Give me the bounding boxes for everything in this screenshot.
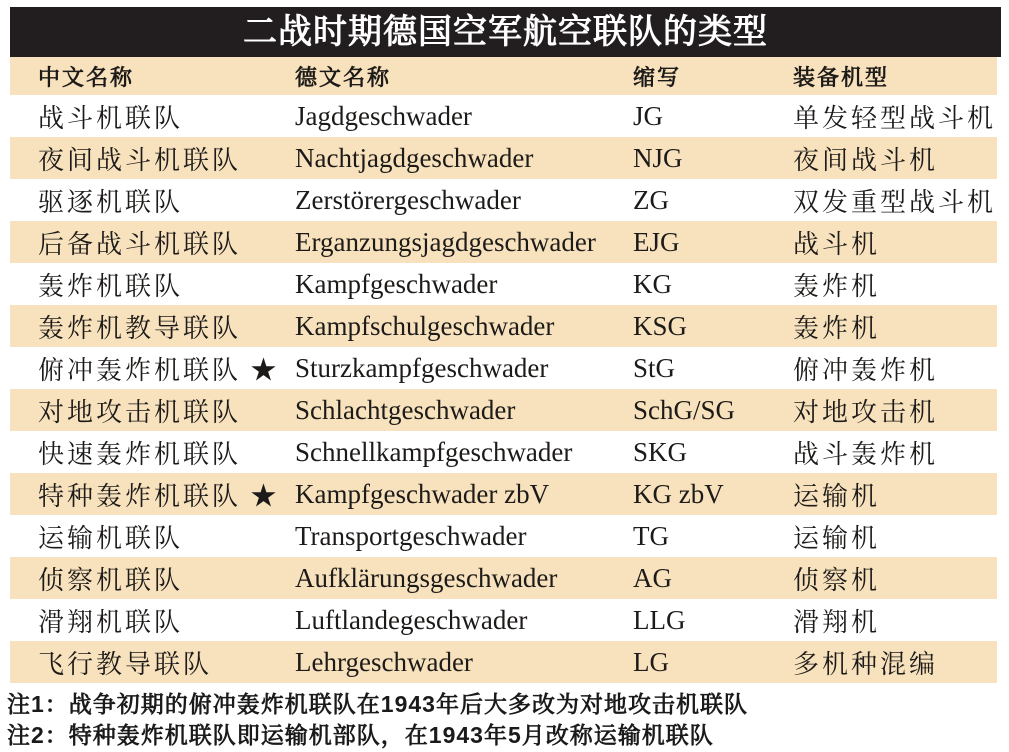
- cell-equipment: 侦察机: [793, 565, 881, 595]
- cell-equipment: 战斗机: [793, 229, 881, 259]
- column-header-chinese-name: 中文名称: [38, 64, 135, 90]
- table-row: [10, 515, 997, 557]
- cell-equipment: 单发轻型战斗机: [793, 103, 997, 133]
- cell-abbreviation: LLG: [633, 604, 686, 635]
- cell-german-name: Schlachtgeschwader: [295, 394, 516, 425]
- cell-german-name: Lehrgeschwader: [295, 646, 473, 677]
- cell-chinese-name: 滑翔机联队: [38, 607, 184, 637]
- footnote-2: 注2：特种轰炸机联队即运输机部队，在1943年5月改称运输机联队: [7, 722, 714, 748]
- table-row: [10, 305, 997, 347]
- cell-abbreviation: KG zbV: [633, 478, 724, 509]
- cell-abbreviation: SchG/SG: [633, 394, 736, 425]
- cell-german-name: Zerstörergeschwader: [295, 184, 521, 215]
- cell-abbreviation: StG: [633, 352, 676, 383]
- cell-equipment: 滑翔机: [793, 607, 881, 637]
- cell-abbreviation: KG: [633, 268, 672, 299]
- footnotes: [7, 683, 1009, 751]
- cell-abbreviation: NJG: [633, 142, 683, 173]
- cell-equipment: 多机种混编: [793, 649, 939, 679]
- cell-abbreviation: LG: [633, 646, 669, 677]
- cell-german-name: Nachtjagdgeschwader: [295, 142, 534, 173]
- cell-chinese-name: 夜间战斗机联队: [38, 145, 242, 175]
- cell-chinese-name: 轰炸机教导联队: [38, 313, 242, 343]
- cell-abbreviation: AG: [633, 562, 672, 593]
- cell-equipment: 运输机: [793, 481, 881, 511]
- cell-equipment: 对地攻击机: [793, 397, 939, 427]
- cell-chinese-name: 对地攻击机联队: [38, 397, 242, 427]
- cell-german-name: Sturzkampfgeschwader: [295, 352, 549, 383]
- cell-equipment: 双发重型战斗机: [793, 187, 997, 217]
- cell-german-name: Kampfschulgeschwader: [295, 310, 555, 341]
- table-row: [10, 473, 997, 515]
- column-header-abbreviation: 缩写: [633, 64, 682, 90]
- cell-abbreviation: KSG: [633, 310, 688, 341]
- cell-equipment: 俯冲轰炸机: [793, 355, 939, 385]
- footnote-1: 注1：战争初期的俯冲轰炸机联队在1943年后大多改为对地攻击机联队: [7, 691, 748, 717]
- table-row: [10, 221, 997, 263]
- cell-chinese-name: 俯冲轰炸机联队 ★: [38, 355, 280, 385]
- cell-german-name: Jagdgeschwader: [295, 100, 472, 131]
- table-row: [10, 263, 997, 305]
- cell-chinese-name: 后备战斗机联队: [38, 229, 242, 259]
- page-title: 二战时期德国空军航空联队的类型: [10, 7, 1001, 57]
- cell-chinese-name: 驱逐机联队: [38, 187, 184, 217]
- cell-equipment: 轰炸机: [793, 271, 881, 301]
- table-row: [10, 599, 997, 641]
- cell-german-name: Luftlandegeschwader: [295, 604, 528, 635]
- cell-german-name: Kampfgeschwader: [295, 268, 498, 299]
- column-header-equipment: 装备机型: [793, 64, 890, 90]
- cell-equipment: 轰炸机: [793, 313, 881, 343]
- table-body: [10, 95, 997, 683]
- cell-equipment: 战斗轰炸机: [793, 439, 939, 469]
- cell-chinese-name: 快速轰炸机联队: [38, 439, 242, 469]
- table-row: [10, 95, 997, 137]
- cell-abbreviation: JG: [633, 100, 664, 131]
- cell-abbreviation: SKG: [633, 436, 688, 467]
- cell-chinese-name: 侦察机联队: [38, 565, 184, 595]
- cell-german-name: Aufklärungsgeschwader: [295, 562, 558, 593]
- cell-german-name: Transportgeschwader: [295, 520, 527, 551]
- table-row: [10, 557, 997, 599]
- cell-german-name: Schnellkampfgeschwader: [295, 436, 573, 467]
- table-row: [10, 641, 997, 683]
- table-row: [10, 389, 997, 431]
- cell-chinese-name: 轰炸机联队: [38, 271, 184, 301]
- column-header-german-name: 德文名称: [295, 64, 392, 90]
- table-row: [10, 137, 997, 179]
- cell-chinese-name: 运输机联队: [38, 523, 184, 553]
- cell-german-name: Kampfgeschwader zbV: [295, 478, 550, 509]
- table-header-row: [10, 57, 997, 95]
- table-row: [10, 347, 997, 389]
- cell-chinese-name: 战斗机联队: [38, 103, 184, 133]
- table-row: [10, 431, 997, 473]
- cell-abbreviation: TG: [633, 520, 669, 551]
- cell-abbreviation: EJG: [633, 226, 680, 257]
- cell-abbreviation: ZG: [633, 184, 669, 215]
- cell-equipment: 夜间战斗机: [793, 145, 939, 175]
- cell-equipment: 运输机: [793, 523, 881, 553]
- table-row: [10, 179, 997, 221]
- cell-german-name: Erganzungsjagdgeschwader: [295, 226, 596, 257]
- cell-chinese-name: 特种轰炸机联队 ★: [38, 481, 280, 511]
- cell-chinese-name: 飞行教导联队: [38, 649, 213, 679]
